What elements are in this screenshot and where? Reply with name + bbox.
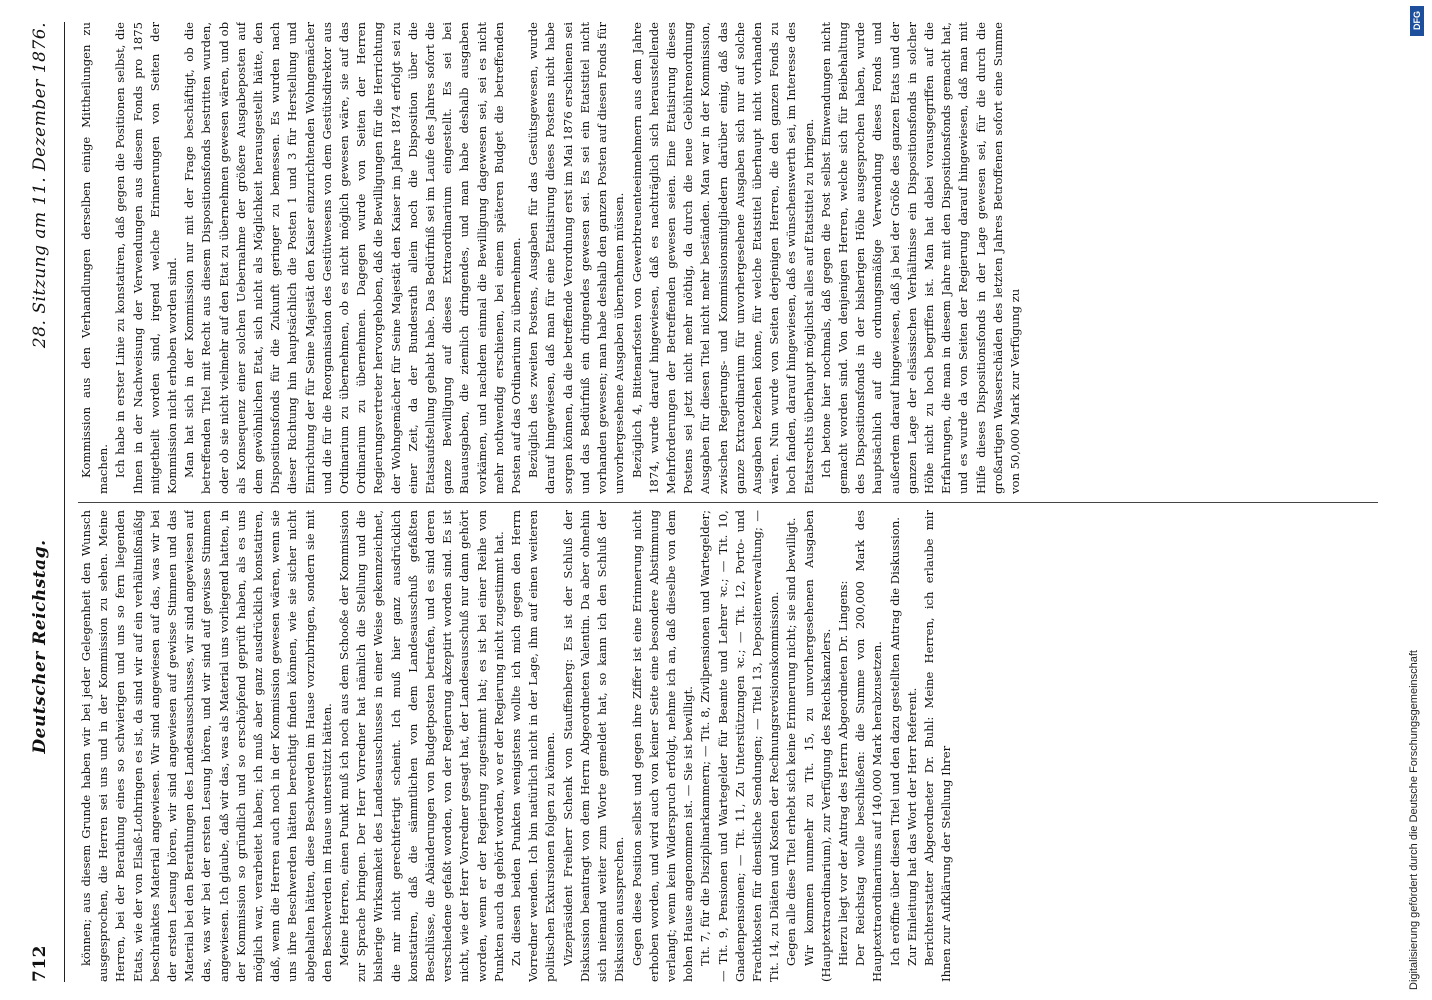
paragraph: Vizepräsident Freiherr Schenk von Stauffenberg: Es ist der Schluß der Diskussion beantragt von dem Herrn Abgeordneten Valentin. Da aber ohnehin sich niemand weiter zum Worte gemeldet hat, so kann ich den Schluß der Diskussion aussprechen. bbox=[560, 510, 627, 982]
column-divider bbox=[78, 494, 1378, 510]
right-column bbox=[78, 22, 1378, 494]
paragraph: Ich habe in erster Linie zu konstatiren, daß gegen die Positionen selbst, die Ihnen in der Nachweisung der Verwendungen aus diesem Fonds pro 1875 mitgetheilt worden sind, irgend welche Erinnerungen von Seiten der Kommission nicht erhoben worden sind. bbox=[113, 22, 180, 494]
publication-title: Deutscher Reichstag. bbox=[30, 539, 50, 754]
paragraph: Ich eröffne über diesen Titel und den dazu gestellten Antrag die Diskussion. bbox=[887, 517, 902, 966]
paragraph: Berichterstatter Abgeordneter Dr. Buhl: Meine Herren, ich erlaube mir Ihnen zur Aufklärung der Stellung Ihrer bbox=[921, 510, 954, 982]
paragraph: Bezüglich des zweiten Postens, Ausgaben für das Gestütsgewesen, wurde darauf hingewiesen, daß man für eine Etatisirung dieses Postens nicht habe sorgen können, da die betreffende Verordnung erst im Mai 1876 erschienen sei und das Bedürfniß ein dringendes gewesen sei. Es sei ein Etatstitel nicht vorhanden gewesen; man habe deshalb den ganzen Posten auf diesen Fonds für unvorhergesehene Ausgaben übernehmen müssen. bbox=[526, 22, 627, 494]
page-header bbox=[20, 22, 60, 982]
paragraph: Der Reichstag wolle beschließen: die Summe von 200,000 Mark des Hauptextraordinariums auf 140,000 Mark herabzusetzen. bbox=[853, 510, 885, 982]
page-content bbox=[20, 22, 1390, 982]
paragraph: Gegen diese Position selbst und gegen ihre Ziffer ist eine Erinnerung nicht erhoben worden, und wird auch von keiner Seite eine besondere Abstimmung verlangt; wenn kein Widerspruch erfolgt, nehme ich an, daß dieselbe von dem hohen Hause angenommen ist. — Sie ist bewilligt. bbox=[629, 510, 696, 982]
text-columns bbox=[78, 22, 1378, 982]
paragraph: Ich betone hier nochmals, daß gegen die Post selbst Einwendungen nicht gemacht worden sind. Von denjenigen Herren, welche sich für Beibehaltung des Dispositionsfonds in der bisherigen Höhe ausgesprochen haben, wurde hauptsächlich auf die ordnungsmäßige Verwendung dieses Fonds und außerdem darauf hingewiesen, daß ja bei der Größe des ganzen Etats und der ganzen Lage der elsässischen Verhältnisse ein Dispositionsfonds in solcher Höhe nicht zu hoch begriffen ist. Man hat dabei vorausgegriffen auf die Erfahrungen, die man in diesem Jahre mit den Dispositionsfonds gemacht hat, und es wurde da von Seiten der Regierung darauf hingewiesen, daß man mit Hilfe dieses Dispositionsfonds in der Lage gewesen sei, für die durch die großartigen Wasserschäden des letzten Jahres Betroffenen sofort eine Summe von 50,000 Mark zur Verfügung zu bbox=[818, 22, 1022, 494]
paragraph: Man hat sich in der Kommission nur mit der Frage beschäftigt, ob die betreffenden Titel mit Recht aus diesem Dispositionsfonds bestritten wurden, oder ob sie nicht vielmehr auf den Etat zu übernehmen gewesen wären, und ob als Konsequenz einer solchen Uebernahme der größere Ausgabeposten auf dem gewöhnlichen Etat, sich nicht als Möglichkeit herausgestellt hätte, den Dispositionsfonds für die Zukunft geringer zu bemessen. Es wurden nach dieser Richtung hin hauptsächlich die Posten 1 und 3 für Herstellung und Einrichtung der für Seine Majestät den Kaiser einzurichtenden Wohngemächer und die für die Reorganisation des Gestütwesens von dem Gestütsdirektor aus Ordinarium zu übernehmen, ob es nicht möglich gewesen wäre, sie auf das Ordinarium zu übernehmen. Dagegen wurde von Seiten der Herren Regierungsvertreter hervorgehoben, daß die Bewilligungen für die Herrichtung der Wohngemächer für Seine Majestät den Kaiser im Jahre 1874 erfolgt sei zu einer Zeit, da der Bundesrath allein noch die Disposition über die Etatsaufstellung gehabt habe. Das Bedürfniß sei im Laufe des Jahres sofort die ganze Bewilligung auf dieses Extraordinarium eingestellt. Es sei bei Bauausgaben, die ziemlich dringendes, und man habe deshalb ausgaben vorkämen, und nachdem einmal die Bewilligung dagewesen sei, sei es nicht mehr nothwendig erschienen, bei einem späteren Budget die betreffenden Posten auf das Ordinarium zu übernehmen. bbox=[182, 22, 524, 494]
paragraph: Zur Einleitung hat das Wort der Herr Referent. bbox=[904, 687, 919, 966]
paragraph: Wir kommen nunmehr zu Tit. 15, zu unvorhergesehenen Ausgaben (Hauptextraordinarium), zur Verfügung des Reichskanzlers. bbox=[801, 510, 833, 982]
paragraph: Meine Herren, einen Punkt muß ich noch aus dem Schooße der Kommission zur Sprache bringen. Der Herr Vorredner hat nämlich die Stellung und die bisherige Wirksamkeit des Landesausschusses in einer Weise gekennzeichnet, die mir nicht gerechtfertigt scheint. Ich muß hier ganz ausdrücklich konstatiren, daß die sämmtlichen von dem Landesausschuß gefaßten Beschlüsse, die Abänderungen von Budgetposten betrafen, und es sind deren verschiedene gefaßt worden, von der Regierung akzeptirt worden sind. Es ist nicht, wie der Herr Vorredner gesagt hat, der Landesausschuß nur dann gehört worden, wenn er der Regierung zugestimmt hat; es ist bei einer Reihe von Punkten auch da gehört worden, wo er der Regierung nicht zugestimmt hat. bbox=[337, 510, 506, 982]
paragraph: Bezüglich 4, Bittenarfosten von Gewerbtreuenteeinnehmern aus dem Jahre 1874, wurde darauf hingewiesen, daß es nachträglich sich herausstellende Mehrforderungen der Betreffenden gewesen seien. Eine Etatisirung dieses Postens sei jetzt nicht mehr nöthig, da durch die neue Gebührenordnung Ausgaben für diesen Titel nicht mehr beständen. Man war in der Kommission, zwischen Regierungs- und Kommissionsmitgliedern darüber einig, daß das ganze Extraordinarium für unvorhergesehene Ausgaben sich nur auf solche Ausgaben beziehen könne, für welche Etatstitel überhaupt nicht vorhanden wären. Nun wurde von Seiten derjenigen Herren, die den ganzen Fonds zu hoch fanden, darauf hingewiesen, daß es wünschenswerth sei, im Interesse des Etatsrechts überhaupt möglichst alles auf Etatstitel zu bringen. bbox=[629, 22, 816, 494]
dfg-logo: DFG bbox=[1410, 6, 1424, 36]
paragraph: können; aus diesem Grunde haben wir bei jeder Gelegenheit den Wunsch ausgesprochen, die Herren sei uns und in der Kommission zu sehen. Meine Herren, bei der Berathung eines so schwierigen und uns so fern liegenden Etats, wie der von Elsaß-Lothringen es ist, da sind wir auf ein verhältnißmäßig beschränktes Material angewiesen. Wir sind angewiesen auf das, was wir bei der ersten Lesung hören, wir sind angewiesen auf gewisse Stimmen und das Material bei den Berathungen des Landesausschusses, wir sind angewiesen auf das, was wir bei der ersten Lesung hören, und wir sind auf gewisse Stimmen angewiesen. Ich glaube, daß wir das, was als Material uns vorliegend hatten, in der Kommission so gründlich und so erschöpfend geprüft haben, als es uns möglich war, verarbeitet haben; ich muß aber ganz ausdrücklich konstatiren, daß, wenn die Herren auch noch in der Kommission gewesen wären, wenn sie uns ihre Beschwerden hätten berechtigt finden können, wie sie sicher nicht abgehalten hätten, diese Beschwerden im Hause vorzubringen, sondern sie mit den Beschwerden im Hause unterstützt hätten. bbox=[79, 510, 334, 982]
credit-text: Digitalisierung gefördert durch die Deutsche Forschungsgemeinschaft bbox=[1408, 650, 1420, 990]
session-title: 28. Sitzung am 11. Dezember 1876. bbox=[30, 22, 50, 349]
paragraph: Zu diesen beiden Punkten wenigstens wollte ich mich gegen den Herrn Vorredner wenden. Ich bin natürlich nicht in der Lage, ihm auf einen weiteren politischen Exkursionen folgen zu können. bbox=[509, 510, 558, 982]
paragraph: Hierzu liegt vor der Antrag des Herrn Abgeordneten Dr. Lingens: bbox=[835, 580, 850, 966]
left-column bbox=[78, 510, 1378, 982]
digitization-credit bbox=[1402, 0, 1432, 1000]
paragraph: Kommission aus den Verhandlungen derselben einige Mittheilungen zu machen. bbox=[79, 22, 111, 494]
paragraph: Tit. 7, für die Disziplinarkammern; — Tit. 8, Zivilpensionen und Wartegelder; — Tit. 9, Pensionen und Wartegelder für Beamte und Lehrer ꝛc.; — Tit. 10, Gnadenpensionen; — Tit. 11, Zu Unterstützungen ꝛc.; — Tit. 12, Porto- und Frachtkosten für dienstliche Sendungen; — Titel 13, Depositenverwaltung; — Tit. 14, zu Diäten und Kosten der Rechnungsrevisionskommission. bbox=[698, 510, 782, 982]
page-number: 712 bbox=[30, 945, 50, 982]
paragraph: Gegen alle diese Titel erhebt sich keine Erinnerung nicht; sie sind bewilligt. bbox=[784, 517, 799, 966]
header-rule bbox=[64, 22, 65, 982]
